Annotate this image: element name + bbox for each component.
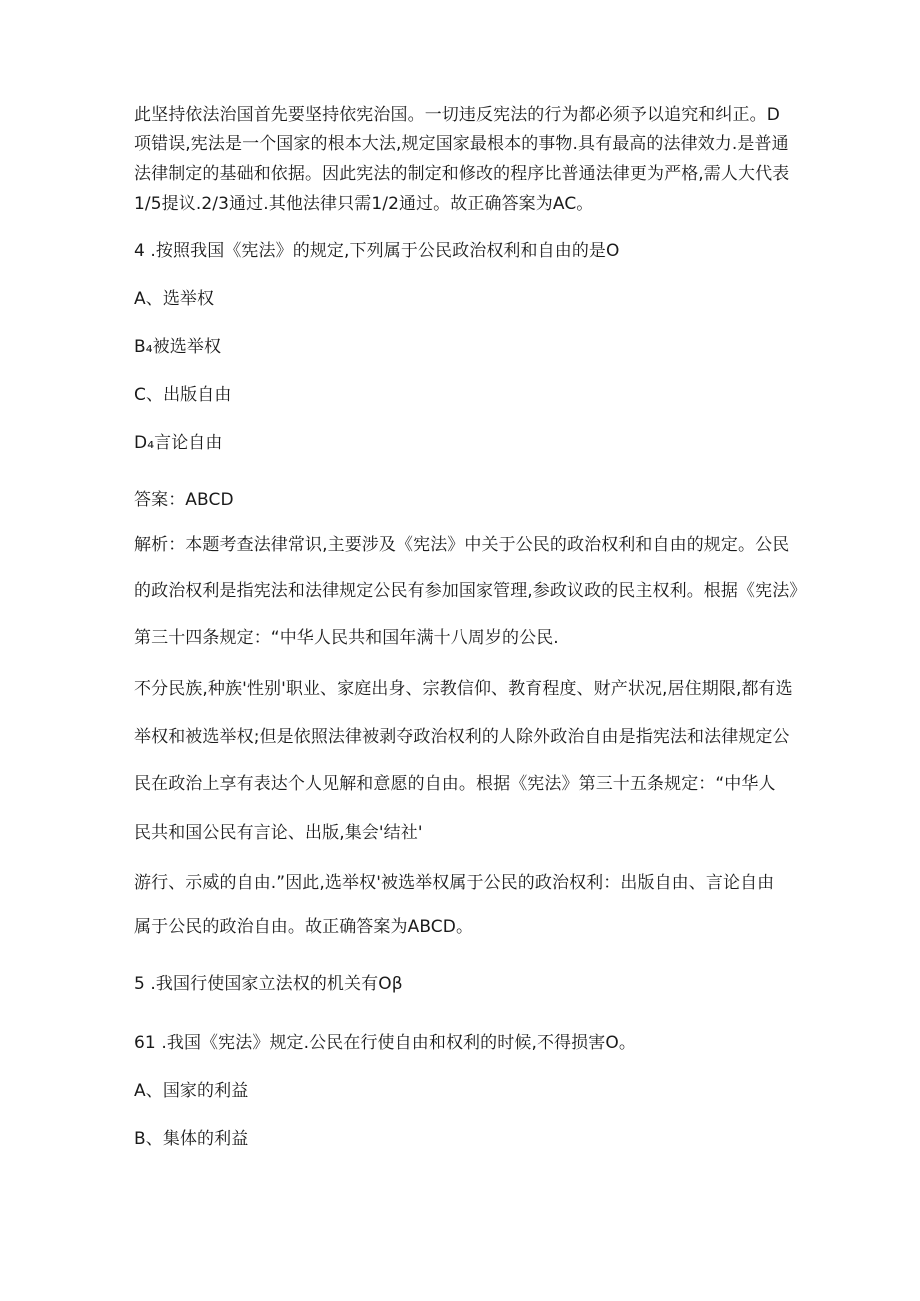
question-61: 61 .我国《宪法》规定.公民在行使自由和权利的时候,不得损害O。 <box>134 1033 636 1053</box>
option-b: B₄被选举权 <box>134 337 222 357</box>
option-a: A、选举权 <box>134 289 215 309</box>
text-line-1: 此坚持依法治国首先要坚持依宪治国。一切违反宪法的行为都必须予以追究和纠正。D <box>134 105 780 125</box>
analysis-line-3: 第三十四条规定：“中华人民共和国年满十八周岁的公民. <box>134 628 559 648</box>
answer: 答案：ABCD <box>134 490 234 510</box>
analysis-line-4: 不分民族,种族'性别'职业、家庭出身、宗教信仰、教育程度、财产状况,居住期限,都有选 <box>134 679 793 699</box>
text-line-3: 法律制定的基础和依据。因此宪法的制定和修改的程序比普通法律更为严格,需人大代表 <box>134 164 790 184</box>
analysis-line-8: 游行、示威的自由.”因此,选举权'被选举权属于公民的政治权利：出版自由、言论自由 <box>134 873 775 893</box>
analysis-line-7: 民共和国公民有言论、出版,集会'结社' <box>134 823 423 843</box>
analysis-line-6: 民在政治上享有表达个人见解和意愿的自由。根据《宪法》第三十五条规定：“中华人 <box>134 774 776 794</box>
analysis-line-5: 举权和被选举权;但是依照法律被剥夺政治权利的人除外政治自由是指宪法和法律规定公 <box>134 727 790 747</box>
analysis-line-9: 属于公民的政治自由。故正确答案为ABCD。 <box>134 917 474 937</box>
analysis-line-1: 解析：本题考查法律常识,主要涉及《宪法》中关于公民的政治权利和自由的规定。公民 <box>134 535 790 555</box>
option-b-2: B、集体的利益 <box>134 1129 249 1149</box>
option-c: C、出版自由 <box>134 385 232 405</box>
option-a-2: A、国家的利益 <box>134 1081 249 1101</box>
text-line-4: 1/5提议.2/3通过.其他法律只需1/2通过。故正确答案为AC。 <box>134 194 594 214</box>
text-line-2: 项错误,宪法是一个国家的根本大法,规定国家最根本的事物.具有最高的法律效力.是普通 <box>134 134 789 154</box>
question-5: 5 .我国行使国家立法权的机关有Oβ <box>134 974 403 994</box>
option-d: D₄言论自由 <box>134 433 223 453</box>
analysis-line-2: 的政治权利是指宪法和法律规定公民有参加国家管理,参政议政的民主权利。根据《宪法》 <box>134 581 807 601</box>
question-4: 4 .按照我国《宪法》的规定,下列属于公民政治权利和自由的是O <box>134 241 620 261</box>
